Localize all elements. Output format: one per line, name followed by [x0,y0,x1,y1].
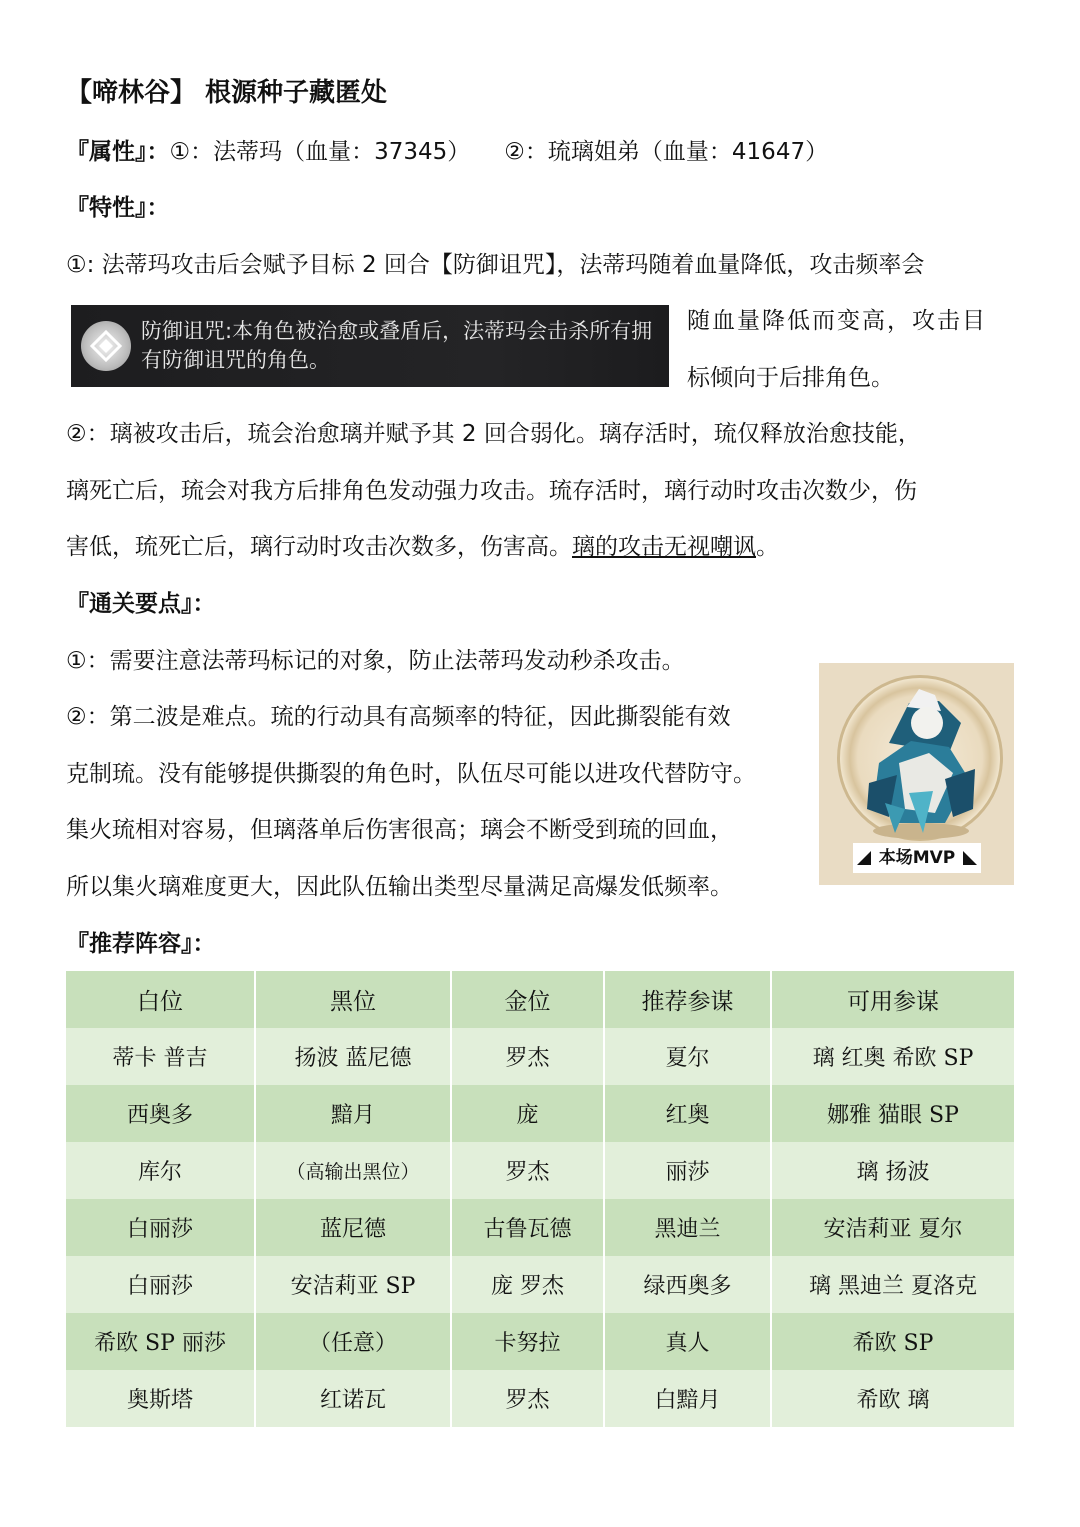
cell-available: 希欧 SP [852,1331,934,1356]
cell-gold: 古鲁瓦德 [451,1199,604,1256]
cell-black: 红诺瓦 [255,1370,451,1427]
cell-recommended: 白黯月 [604,1370,771,1427]
traits-label: 『特性』： [66,195,170,221]
header-recommended-advisor: 推荐参谋 [604,971,771,1028]
attributes-label: 『属性』： [66,139,170,165]
clear-tip-1: ①：需要注意法蒂玛标记的对象，防止法蒂玛发动秒杀攻击。 [66,648,685,674]
taunt-ignore-note: 璃的攻击无视嘲讽 [572,534,756,560]
cell-available: 娜雅 猫眼 SP [827,1103,959,1128]
cell-gold: 卡努拉 [451,1313,604,1370]
cell-black: 扬波 蓝尼德 [255,1028,451,1085]
cell-white: 奥斯塔 [66,1370,255,1427]
table-row [66,1199,1014,1256]
cell-white: 西奥多 [66,1085,255,1142]
cell-black: 安洁莉亚 SP [255,1256,451,1313]
cell-black: （任意） [255,1313,451,1370]
trait-1-line-3: 标倾向于后排角色。 [687,365,894,391]
cell-recommended: 真人 [604,1313,771,1370]
lineup-label: 『推荐阵容』： [66,931,216,957]
mvp-label: 本场MVP [853,843,981,873]
clear-tip-2-line-1: ②：第二波是难点。琉的行动具有高频率的特征，因此撕裂能有效 [66,704,731,730]
trait-1-line-2: 随血量降低而变高，攻击目 [687,308,987,334]
mvp-character-portrait [849,683,989,843]
cell-recommended: 红奥 [604,1085,771,1142]
trait-2-line-3-text: 害低，琉死亡后，璃行动时攻击次数多，伤害高。 [66,534,572,560]
table-row [66,1028,1014,1085]
trait-1-line-1: ①: 法蒂玛攻击后会赋予目标 2 回合【防御诅咒】，法蒂玛随着血量降低，攻击频率会 [66,252,925,278]
cell-gold: 庞 罗杰 [451,1256,604,1313]
cell-gold: 罗杰 [451,1028,604,1085]
cell-recommended: 黑迪兰 [604,1199,771,1256]
cell-available: 璃 红奥 希欧 SP [812,1046,974,1071]
attribute-fatima: ①：法蒂玛（血量：37345） [169,139,471,165]
trait-2-line-2: 璃死亡后，琉会对我方后排角色发动强力攻击。琉存活时，璃行动时攻击次数少，伤 [66,478,917,504]
table-row [66,1256,1014,1313]
header-white: 白位 [66,971,255,1028]
cell-white: 白丽莎 [66,1199,255,1256]
cell-gold: 罗杰 [451,1142,604,1199]
header-black: 黑位 [255,971,451,1028]
cell-recommended: 绿西奥多 [604,1256,771,1313]
lineup-table [66,971,1014,1427]
table-row [66,1370,1014,1427]
tooltip-text: 防御诅咒:本角色被治愈或叠盾后，法蒂玛会击杀所有拥有防御诅咒的角色。 [141,319,653,372]
cell-recommended: 夏尔 [604,1028,771,1085]
cell-white: 蒂卡 普吉 [66,1028,255,1085]
clear-tip-2-line-3: 集火琉相对容易，但璃落单后伤害很高；璃会不断受到琉的回血， [66,817,733,843]
table-row [66,1085,1014,1142]
cell-black: 黯月 [255,1085,451,1142]
cell-available: 安洁莉亚 夏尔 [823,1217,963,1242]
trait-2-line-1: ②：璃被攻击后，琉会治愈璃并赋予其 2 回合弱化。璃存活时，琉仅释放治愈技能， [66,421,921,447]
header-gold: 金位 [451,971,604,1028]
attribute-liuli: ②：琉璃姐弟（血量：41647） [504,139,829,165]
page-title: 【啼林谷】 根源种子藏匿处 [66,78,388,108]
cell-white: 白丽莎 [66,1256,255,1313]
table-row [66,1313,1014,1370]
cell-recommended: 丽莎 [604,1142,771,1199]
mvp-card [819,663,1014,885]
attributes-line [66,137,828,167]
cell-black: 蓝尼德 [255,1199,451,1256]
table-header-row [66,971,1014,1028]
cell-white: 库尔 [66,1142,255,1199]
cell-white: 希欧 SP 丽莎 [66,1313,255,1370]
cell-available: 希欧 璃 [856,1388,930,1413]
trait-2-line-3-end: 。 [756,534,779,560]
cell-gold: 庞 [451,1085,604,1142]
clear-tips-label: 『通关要点』： [66,591,216,617]
cell-available: 璃 黑迪兰 夏洛克 [809,1274,977,1299]
defense-curse-tooltip-image [71,305,669,387]
table-row [66,1142,1014,1199]
cell-available: 璃 扬波 [856,1160,930,1185]
cell-gold: 罗杰 [451,1370,604,1427]
cell-black: （高输出黑位） [255,1142,451,1199]
clear-tip-2-line-2: 克制琉。没有能够提供撕裂的角色时，队伍尽可能以进攻代替防守。 [66,761,756,787]
clear-tip-2-line-4: 所以集火璃难度更大，因此队伍输出类型尽量满足高爆发低频率。 [66,874,733,900]
defense-curse-icon [81,321,131,371]
trait-2-line-3 [66,532,779,562]
header-available-advisor: 可用参谋 [847,989,939,1015]
